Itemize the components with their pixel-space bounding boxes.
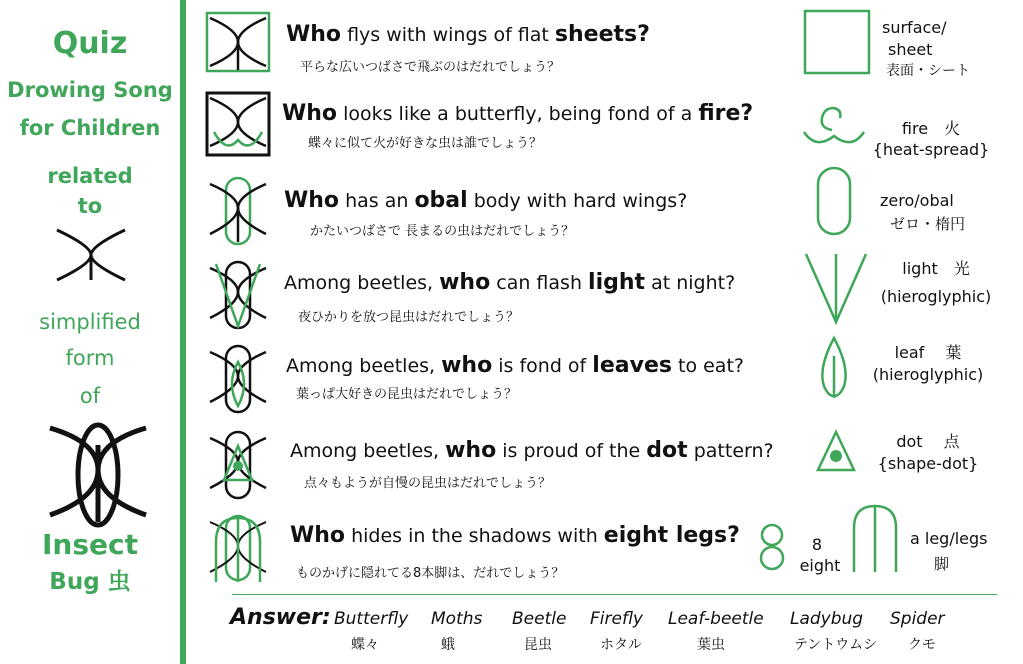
insect-glyph-icon — [48, 420, 148, 525]
leg-label-1: a leg/legs — [910, 529, 988, 548]
vertical-divider — [180, 0, 186, 664]
legs-symbol-icon — [850, 502, 900, 574]
dot-label-2: {shape-dot} — [877, 454, 979, 473]
eight-label-2: eight — [799, 556, 841, 575]
leaf-symbol-icon — [816, 336, 852, 400]
dot-label-1: dot 点 — [896, 432, 960, 451]
beetle-glyph-icon — [206, 176, 270, 246]
answer-beetle: Beetle — [512, 609, 567, 629]
question-7: Who hides in the shadows with eight legs? — [290, 523, 740, 548]
subtitle-line-2: for Children — [19, 116, 161, 140]
answer-heading: Answer: — [230, 605, 331, 630]
answer-divider — [232, 594, 997, 595]
zero-label-2: ゼロ・楕円 — [890, 215, 966, 233]
answer-butterfly-jp: 蝶々 — [351, 637, 379, 653]
question-4: Among beetles, who can flash light at night? — [284, 270, 736, 295]
answer-spider-jp: クモ — [908, 637, 936, 653]
light-symbol-icon — [804, 252, 868, 324]
question-1-jp: 平らな広いつばさで飛ぶのはだれでしょう？ — [300, 60, 561, 75]
quiz-title: Quiz — [52, 26, 128, 61]
light-label-2: (hieroglyphic) — [880, 287, 992, 306]
answer-beetle-jp: 昆虫 — [524, 637, 552, 653]
ladybug-glyph-icon — [206, 430, 270, 500]
answer-moths-jp: 蛾 — [441, 637, 455, 653]
answer-ladybug: Ladybug — [790, 609, 864, 629]
question-2: Who looks like a butterfly, being fond of a fire? — [282, 101, 754, 126]
moth-glyph-icon — [206, 92, 270, 156]
sheet-label-2: sheet — [888, 40, 933, 59]
answer-leaf-beetle-jp: 葉虫 — [697, 637, 725, 653]
question-5: Among beetles, who is fond of leaves to eat? — [286, 353, 744, 378]
sheet-label-3: 表面・シート — [886, 63, 970, 79]
leaf-label-2: (hieroglyphic) — [872, 365, 984, 384]
to-label: to — [77, 194, 103, 218]
answer-firefly-jp: ホタル — [600, 637, 642, 653]
butterfly-glyph-icon — [206, 12, 270, 72]
fire-symbol-icon — [802, 104, 866, 154]
answer-firefly: Firefly — [590, 609, 643, 629]
related-label: related — [47, 164, 133, 188]
fire-label-1: fire 火 — [901, 119, 961, 138]
leaf-label-1: leaf 葉 — [894, 343, 962, 362]
question-3-jp: かたいつばさで 長まるの虫はだれでしょう？ — [310, 224, 575, 239]
question-7-jp: ものかげに隠れてる8本脚は、だれでしょう？ — [296, 566, 565, 581]
question-6: Among beetles, who is proud of the dot pattern? — [290, 438, 774, 463]
light-label-1: light 光 — [902, 259, 970, 278]
question-4-jp: 夜ひかりを放つ昆虫はだれでしょう？ — [298, 310, 520, 325]
answer-spider: Spider — [890, 609, 945, 629]
form-label: form — [65, 346, 115, 370]
dot-symbol-icon — [816, 430, 856, 472]
subtitle-line-1: Drowing Song — [7, 78, 173, 102]
answer-ladybug-jp: テントウムシ — [794, 637, 878, 653]
question-1: Who flys with wings of flat sheets? — [286, 22, 650, 47]
x-glyph-icon — [55, 228, 127, 282]
answer-butterfly: Butterfly — [334, 609, 409, 629]
sheet-label-1: surface/ — [882, 18, 947, 37]
leg-label-2: 脚 — [934, 555, 950, 573]
eight-symbol-icon — [760, 522, 784, 572]
simplified-label: simplified — [39, 310, 141, 334]
square-sheet-icon — [804, 10, 870, 74]
oval-symbol-icon — [816, 166, 852, 236]
answer-leaf-beetle: Leaf-beetle — [668, 609, 764, 629]
fire-label-2: {heat-spread} — [872, 140, 990, 159]
question-2-jp: 蝶々に似て火が好きな虫は誰でしょう？ — [308, 136, 543, 151]
question-5-jp: 葉っぱ大好きの昆虫はだれでしょう？ — [296, 387, 518, 402]
leaf-beetle-glyph-icon — [206, 344, 270, 414]
spider-glyph-icon — [206, 512, 270, 584]
zero-label-1: zero/obal — [880, 191, 954, 210]
firefly-glyph-icon — [206, 260, 270, 330]
question-6-jp: 点々もようが自慢の昆虫はだれでしょう？ — [304, 476, 552, 491]
bug-label: Bug 虫 — [49, 569, 131, 595]
of-label: of — [79, 384, 101, 408]
eight-label-1: 8 — [811, 535, 823, 554]
insect-label: Insect — [42, 528, 138, 561]
answer-moths: Moths — [431, 609, 483, 629]
question-3: Who has an obal body with hard wings? — [284, 188, 688, 213]
